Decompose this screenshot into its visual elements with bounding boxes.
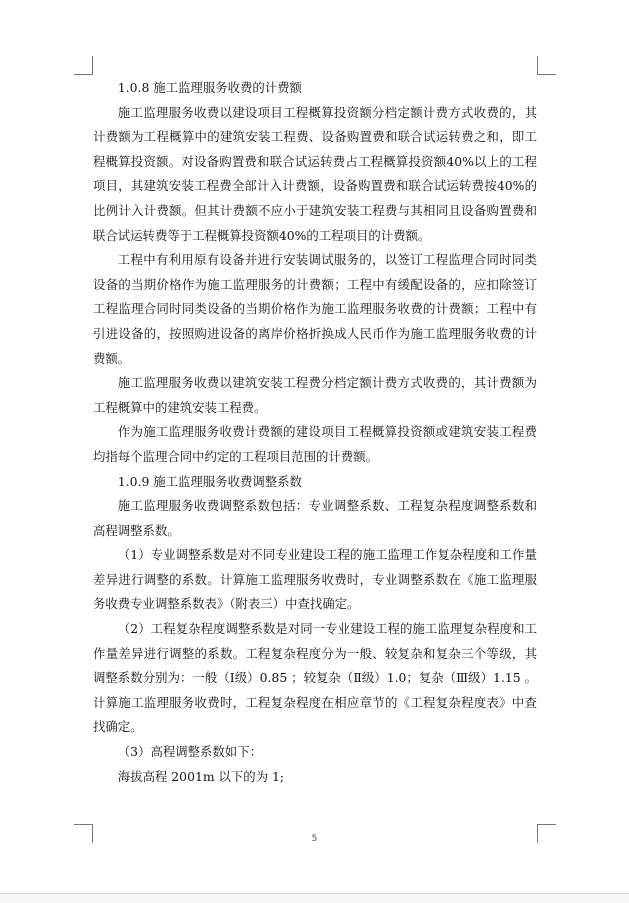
crop-mark-top-right — [537, 56, 556, 75]
body-paragraph: 施工监理服务收费调整系数包括：专业调整系数、工程复杂程度调整系数和高程调整系数。 — [93, 498, 537, 538]
body-paragraph: 施工监理服务收费以建设项目工程概算投资额分档定额计费方式收费的，其计费额为工程概算中的建筑安装工程费、设备购置费和联合试运转费之和，即工程概算投资额。对设备购置费和联合试运转费占工程概算投资额40%以上的工程项目，其建筑安装工程费全部计入计费额，设备购置费和联合试运转费按40%的比例计入计费额。但其计费额不应小于建筑安装工程费与其相同且设备购置费和联合试运转费等于工程概算投资额40%的工程项目的计费额。 — [93, 104, 537, 243]
body-paragraph: 施工监理服务收费以建筑安装工程费分档定额计费方式收费的，其计费额为工程概算中的建筑安装工程费。 — [93, 375, 537, 415]
body-paragraph: （3）高程调整系数如下： — [117, 744, 262, 760]
section-heading-1-0-9: 1.0.9 施工监理服务收费调整系数 — [117, 473, 302, 489]
body-paragraph: 海拔高程 2001m 以下的为 1; — [117, 768, 285, 784]
crop-mark-top-left — [74, 56, 93, 75]
body-paragraph: （2）工程复杂程度调整系数是对同一专业建设工程的施工监理复杂程度和工作量差异进行调整的系数。工程复杂程度分为一般、较复杂和复杂三个等级，其调整系数分别为：一般（Ⅰ级）0.85 ；较复杂（Ⅱ级）1.0；复杂（Ⅲ级）1.15 。计算施工监理服务收费时，工程复杂程度在相应章节的《工程复杂程度表》中查找确定。 — [93, 621, 537, 735]
body-paragraph: 作为施工监理服务收费计费额的建设项目工程概算投资额或建筑安装工程费均指每个监理合同中约定的工程项目范围的计费额。 — [93, 424, 537, 464]
section-heading-1-0-8: 1.0.8 施工监理服务收费的计费额 — [117, 80, 302, 95]
body-paragraph: 工程中有利用原有设备并进行安装调试服务的，以签订工程监理合同时同类设备的当期价格作为施工监理服务的计费额；工程中有缓配设备的，应扣除签订工程监理合同时同类设备的当期价格作为施工监理服务收费的计费额；工程中有引进设备的，按照购进设备的离岸价格折换成人民币作为施工监理服务收费的计费额。 — [93, 252, 537, 366]
body-paragraph: （1）专业调整系数是对不同专业建设工程的施工监理工作复杂程度和工作量差异进行调整的系数。计算施工监理服务收费时，专业调整系数在《施工监理服务收费专业调整系数表》（附表三）中查找确定。 — [93, 547, 537, 612]
page-number: 5 — [311, 834, 318, 844]
document-body — [93, 76, 537, 789]
